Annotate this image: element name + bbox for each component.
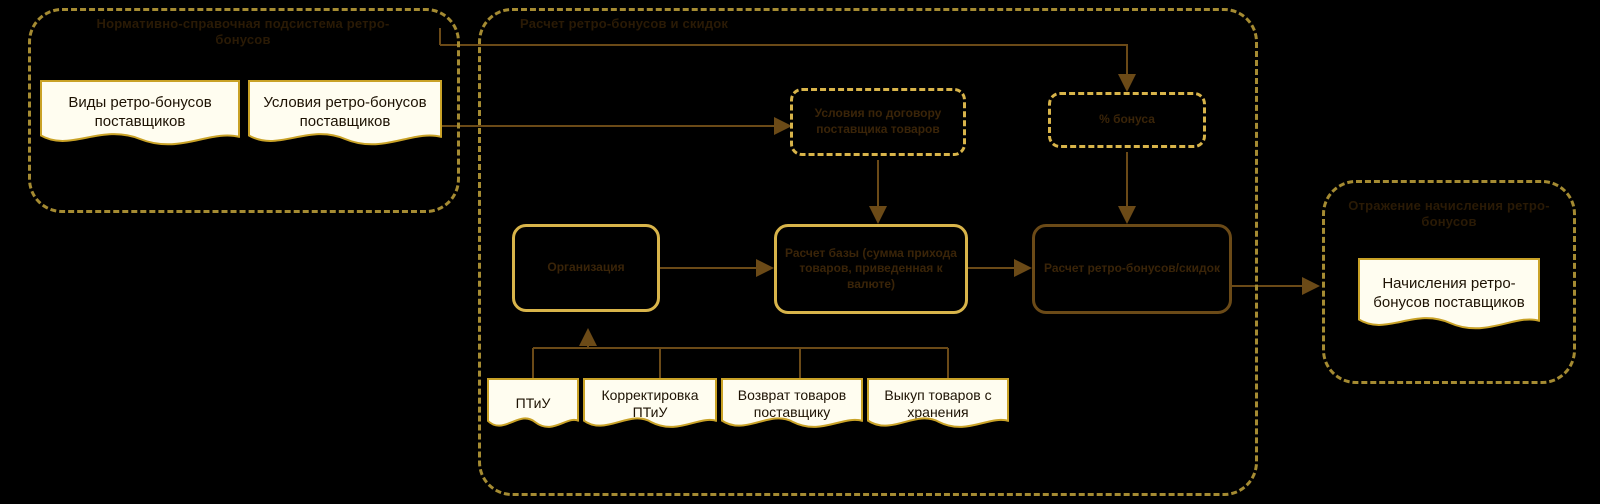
document-label: Условия ретро-бонусов поставщиков (263, 94, 427, 130)
wave-bottom-icon (721, 417, 863, 447)
process-label: Расчет базы (сумма прихода товаров, приведенная к валюте) (785, 245, 957, 291)
process-organizaciya[interactable] (512, 224, 660, 312)
process-raschet-bazy[interactable] (774, 224, 968, 314)
document-label: ПТиУ (515, 395, 551, 412)
document-label: Начисления ретро-бонусов поставщиков (1373, 275, 1525, 311)
document-label: Возврат товаров поставщику (737, 386, 847, 420)
document-ptiu[interactable] (487, 378, 579, 446)
process-label: Организация (547, 260, 625, 275)
document-vykup-tovarov[interactable] (867, 378, 1009, 446)
process-bonus-percent[interactable] (1048, 92, 1206, 148)
group-title-reference-subsystem: Нормативно-справочная подсистема ретро-бонусов (96, 16, 390, 48)
process-label: % бонуса (1099, 112, 1155, 127)
wave-bottom-icon (1358, 317, 1540, 347)
document-vozvrat-tovarov[interactable] (721, 378, 863, 446)
document-usloviya-retro-bonusov[interactable] (248, 80, 442, 162)
wave-bottom-icon (867, 417, 1009, 447)
document-label: Выкуп товаров с хранения (884, 386, 992, 420)
document-vidy-retro-bonusov[interactable] (40, 80, 240, 162)
document-nachisleniya-retro-bonusov[interactable] (1358, 258, 1540, 346)
document-label: Виды ретро-бонусов поставщиков (68, 94, 212, 130)
wave-bottom-icon (583, 417, 717, 447)
process-label: Расчет ретро-бонусов/скидок (1043, 261, 1221, 276)
wave-bottom-icon (487, 417, 579, 447)
wave-bottom-icon (248, 133, 442, 163)
process-raschet-retro-bonusov[interactable] (1032, 224, 1232, 314)
document-korrektirovka-ptiu[interactable] (583, 378, 717, 446)
process-label: Условия по договору поставщика товаров (814, 106, 942, 136)
group-title-calculation: Расчет ретро-бонусов и скидок (520, 16, 729, 31)
document-label: Корректировка ПТиУ (601, 386, 699, 420)
process-dogovor-usloviya[interactable] (790, 88, 966, 156)
wave-bottom-icon (40, 133, 240, 163)
group-title-reflection: Отражение начисления ретро-бонусов (1348, 198, 1550, 230)
